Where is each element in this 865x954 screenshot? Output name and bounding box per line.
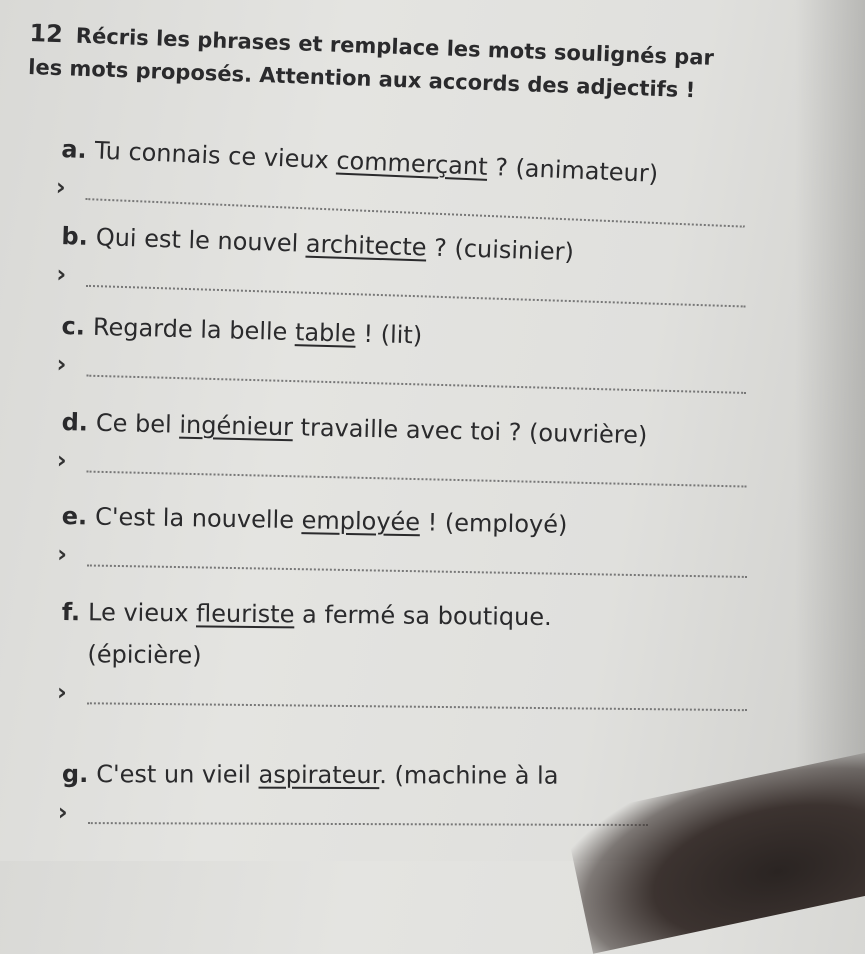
item-letter: b. (61, 222, 89, 251)
sentence-text: a fermé sa boutique. (294, 600, 552, 632)
sentence-text: travaille avec toi ? (292, 413, 530, 447)
answer-row-d (56, 444, 821, 495)
item-letter: f. (61, 598, 81, 627)
exercise-number: 12 (28, 18, 64, 49)
answer-line-g[interactable] (88, 822, 648, 826)
exercise-item-c (56, 312, 822, 402)
underlined-word: fleuriste (195, 599, 295, 629)
underlined-word: ingénieur (179, 410, 294, 442)
underlined-word: commerçant (335, 146, 489, 181)
chevron-right-icon: › (55, 172, 67, 202)
exercise-header (28, 18, 730, 108)
hint-word: (épicière) (87, 640, 202, 670)
underlined-word: architecte (305, 229, 427, 262)
sentence-text: Qui est le nouvel (95, 223, 307, 258)
exercise-item-e (56, 502, 822, 585)
sentence-text: ! (355, 319, 382, 349)
hint-word: (cuisinier) (454, 234, 575, 267)
item-letter: e. (61, 502, 88, 531)
underlined-word: aspirateur (258, 760, 380, 790)
page-edge-shade (795, 0, 865, 861)
answer-line-b[interactable] (86, 285, 746, 308)
item-letter: a. (60, 135, 88, 165)
answer-line-d[interactable] (87, 471, 747, 488)
item-letter: g. (61, 760, 89, 789)
hint-word: (machine à la (394, 761, 559, 790)
sentence-text: Ce bel (95, 408, 180, 439)
answer-line-f[interactable] (87, 702, 747, 711)
sentence-text: ? (486, 152, 517, 183)
chevron-right-icon: › (55, 259, 67, 289)
exercise-item-d (56, 408, 821, 495)
chevron-right-icon: › (56, 677, 68, 707)
answer-line-c[interactable] (86, 375, 746, 394)
answer-line-a[interactable] (85, 198, 745, 228)
answer-row-f (56, 676, 821, 718)
hint-word: (lit) (380, 320, 423, 350)
chevron-right-icon: › (56, 349, 67, 379)
item-letter: d. (61, 408, 89, 437)
hint-word: (animateur) (514, 154, 659, 188)
exercise-item-f (56, 598, 822, 718)
chevron-right-icon: › (56, 539, 68, 569)
exercise-item-a (55, 135, 821, 237)
underlined-word: employée (301, 506, 421, 537)
sentence-text: C'est un vieil (96, 760, 259, 789)
hint-word: (employé) (444, 508, 568, 539)
chevron-right-icon: › (56, 445, 68, 475)
sentence-text: Regarde la belle (92, 312, 296, 347)
sentence-text: ! (419, 508, 446, 537)
sentence-f (62, 598, 822, 634)
exercise-item-b (55, 222, 822, 316)
hint-line-f (87, 640, 821, 676)
sentence-text: . (379, 761, 395, 790)
answer-row-e (56, 538, 821, 585)
hint-word: (ouvrière) (528, 418, 648, 450)
sentence-text: ? (426, 233, 455, 263)
sentence-text: Tu connais ce vieux (94, 136, 338, 175)
item-letter: c. (61, 312, 86, 341)
sentence-text: C'est la nouvelle (94, 502, 302, 535)
sentence-text: Le vieux (87, 598, 197, 628)
chevron-right-icon: › (57, 797, 68, 827)
exercise-instruction: Récris les phrases et remplace les mots soulignés par les mots proposés. Attention aux accords des adjectifs ! (27, 23, 715, 103)
answer-line-e[interactable] (87, 564, 747, 578)
underlined-word: table (294, 318, 357, 348)
sentence-e (62, 502, 822, 543)
